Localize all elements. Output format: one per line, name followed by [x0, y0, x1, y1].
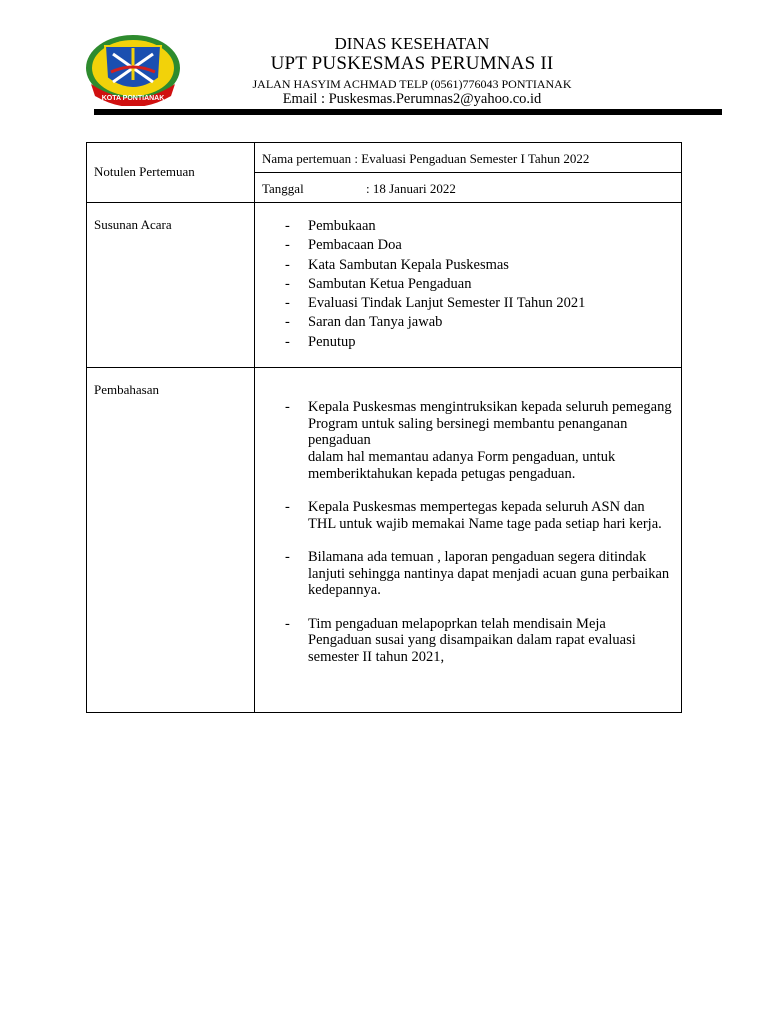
- list-item: [285, 499, 673, 532]
- discussion-text: - Kepala Puskesmas mempertegas kepada seluruh ASN dan THL untuk wajib memakai Name tage pada setiap hari kerja.: [308, 499, 662, 532]
- agenda-list: [255, 203, 681, 352]
- list-item: - Kata Sambutan Kepala Puskesmas: [285, 256, 681, 275]
- email-line: Email : Puskesmas.Perumnas2@yahoo.co.id: [282, 91, 542, 107]
- table-row: [87, 143, 682, 173]
- logo-ribbon-text: KOTA PONTIANAK: [101, 95, 165, 102]
- list-item: - Evaluasi Tindak Lanjut Semester II Tahun 2021: [285, 294, 681, 313]
- list-item: - Pembukaan: [285, 217, 681, 236]
- table-row: [87, 203, 682, 368]
- list-item: - Sambutan Ketua Pengaduan: [285, 275, 681, 294]
- discussion-label: Pembahasan: [87, 368, 255, 713]
- discussion-text: - Tim pengaduan melapoprkan telah mendisain Meja Pengaduan susai yang disampaikan dalam rapat evaluasi semester II tahun 2021,: [308, 615, 636, 665]
- date-label: Tanggal: [262, 181, 304, 196]
- date-value: : 18 Januari 2022: [366, 181, 456, 196]
- notulen-label: Notulen Pertemuan: [87, 143, 255, 203]
- table-row: [87, 368, 682, 713]
- list-item: [285, 616, 673, 666]
- list-item: - Pembacaan Doa: [285, 236, 681, 255]
- address-line: JALAN HASYIM ACHMAD TELP (0561)776043 PONTIANAK: [252, 77, 572, 91]
- agency-name: DINAS KESEHATAN: [334, 34, 490, 53]
- discussion-text: dalam hal memantau adanya Form pengaduan, untuk memberiktahukan kepada petugas pengaduan.: [308, 449, 616, 482]
- list-item: [285, 549, 673, 599]
- list-item: - Saran dan Tanya jawab: [285, 313, 681, 332]
- meeting-date: [255, 173, 681, 197]
- meeting-name: Nama pertemuan : Evaluasi Pengaduan Semester I Tahun 2022: [262, 151, 590, 166]
- header-divider: [94, 109, 722, 115]
- list-item: - Penutup: [285, 333, 681, 352]
- organization-name: UPT PUSKESMAS PERUMNAS II: [270, 53, 554, 74]
- discussion-list: [255, 368, 681, 666]
- discussion-text: - Kepala Puskesmas mengintruksikan kepada seluruh pemegang Program untuk saling bersinegi membantu penanganan pengaduan: [308, 399, 672, 449]
- list-item: [285, 399, 673, 483]
- agenda-label: Susunan Acara: [87, 203, 255, 368]
- minutes-table: [86, 142, 682, 713]
- discussion-text: - Bilamana ada temuan , laporan pengaduan segera ditindak lanjuti sehingga nantinya dapat menjadi acuan guna perbaikan kedepannya.: [308, 548, 670, 599]
